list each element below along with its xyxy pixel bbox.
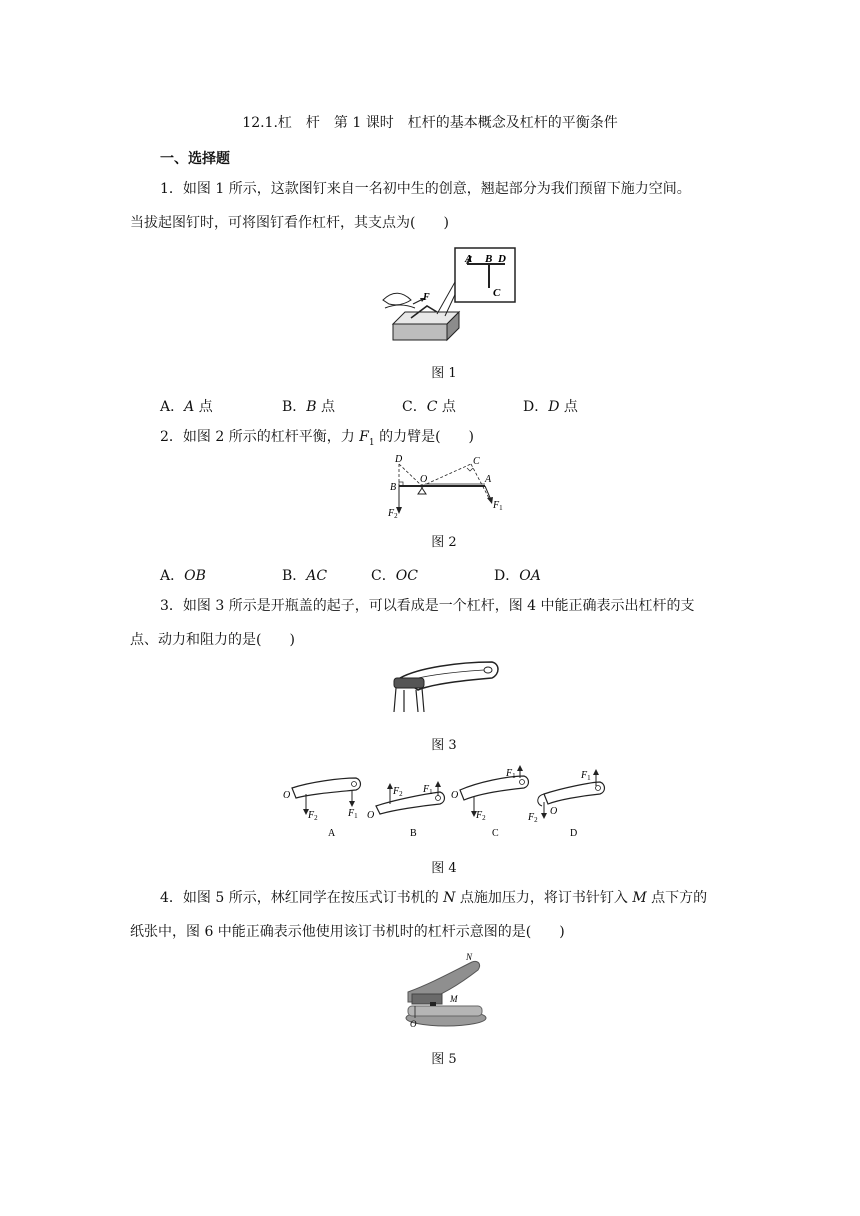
q2-text-post: 的力臂是( ) — [374, 429, 474, 445]
q4-point-n: N — [443, 890, 456, 906]
fig4-panel-d — [527, 770, 605, 839]
fig4a-label-F2: $F_2$ — [308, 810, 318, 822]
q1-option-d[interactable] — [523, 396, 578, 416]
q1-option-c[interactable] — [402, 396, 456, 416]
fig5-label-M: M — [450, 994, 458, 1004]
option-var: OA — [519, 568, 541, 584]
fig4d-label-F1: $F_1$ — [581, 770, 591, 782]
fig1-label-C: C — [493, 287, 501, 299]
fig4a-label-F1: $F_1$ — [348, 808, 358, 820]
fig4b-label-F2: $F_2$ — [393, 786, 403, 798]
q2-option-c[interactable] — [371, 565, 418, 585]
fig4-panel-a-label: A — [328, 828, 336, 839]
fig4b-label-F1: $F_1$ — [423, 784, 433, 796]
q3-text-line1: 3．如图 3 所示是开瓶盖的起子，可以看成是一个杠杆，图 4 中能正确表示出杠杆的支 — [160, 598, 695, 614]
fig4-panel-a — [283, 778, 361, 839]
q4-text-mid: 点施加压力，将订书针钉入 — [455, 890, 633, 906]
option-var: A — [184, 399, 195, 415]
fig4-panel-c-label: C — [492, 828, 499, 839]
option-suffix: 点 — [194, 399, 213, 415]
fig1-label-D: D — [498, 253, 506, 265]
option-var: OC — [395, 568, 418, 584]
fig2-label-C: C — [473, 456, 480, 467]
fig4c-label-F1: $F_1$ — [506, 768, 516, 780]
q4-text-line2: 纸张中，图 6 中能正确表示他使用该订书机时的杠杆示意图的是( ) — [130, 924, 565, 940]
figure-2-lever — [385, 452, 515, 522]
option-letter: D． — [494, 568, 520, 584]
q2-text — [160, 430, 474, 450]
fig1-label-A: A — [465, 253, 473, 265]
figure-5-stapler — [400, 954, 490, 1030]
fig1-label-F: F — [423, 292, 430, 303]
q4-text-pre: 4．如图 5 所示，林红同学在按压式订书机的 — [160, 890, 444, 906]
q1-option-a[interactable] — [160, 396, 213, 416]
q1-text-line2: 当拔起图钉时，可将图钉看作杠杆，其支点为( ) — [130, 215, 449, 231]
option-letter: A． — [160, 399, 185, 415]
q2-force: F — [359, 429, 369, 445]
option-letter: A． — [160, 568, 185, 584]
figure-1-pushpin — [375, 246, 525, 346]
option-letter: B． — [282, 399, 307, 415]
option-letter: C． — [402, 399, 427, 415]
figure-2-caption: 图 2 — [431, 535, 457, 550]
fig4a-label-O: O — [283, 790, 291, 801]
q2-option-b[interactable] — [282, 565, 327, 585]
fig4-panel-c — [451, 768, 529, 839]
fig4d-label-O: O — [550, 806, 558, 817]
q2-force-sub: 1 — [368, 437, 375, 448]
q4-text-line1 — [160, 891, 707, 905]
option-letter: B． — [282, 568, 307, 584]
option-suffix: 点 — [559, 399, 578, 415]
fig5-label-N: N — [466, 952, 473, 962]
figure-1-caption: 图 1 — [431, 366, 457, 381]
fig2-label-B: B — [390, 482, 397, 493]
fig5-label-O: O — [410, 1019, 417, 1029]
figure-4-caption: 图 4 — [431, 861, 457, 876]
fig1-label-B: B — [485, 253, 493, 265]
fig2-label-O: O — [420, 474, 428, 485]
q1-option-b[interactable] — [282, 396, 335, 416]
section-heading: 一、选择题 — [160, 151, 230, 167]
q4-point-m: M — [632, 890, 647, 906]
q3-text-line2: 点、动力和阻力的是( ) — [130, 632, 295, 648]
fig2-label-F1: $F_1$ — [493, 500, 503, 512]
fig4-panel-b — [367, 784, 445, 839]
q2-text-pre: 2．如图 2 所示的杠杆平衡，力 — [160, 429, 360, 445]
page-title: 12.1.杠 杆 第 1 课时 杠杆的基本概念及杠杆的平衡条件 — [242, 115, 618, 131]
fig4-panel-d-label: D — [570, 828, 578, 839]
fig2-label-F2: $F_2$ — [388, 508, 398, 520]
option-var: AC — [306, 568, 328, 584]
figure-3-caption: 图 3 — [431, 738, 457, 753]
fig2-label-A: A — [485, 474, 492, 485]
fig4-panel-b-label: B — [410, 828, 417, 839]
option-var: B — [306, 399, 317, 415]
fig2-label-D: D — [395, 454, 403, 465]
option-letter: C． — [371, 568, 396, 584]
q4-text-post: 点下方的 — [646, 890, 708, 906]
fig4c-label-O: O — [451, 790, 459, 801]
figure-4-lever-options — [280, 764, 610, 840]
fig4b-label-O: O — [367, 810, 375, 821]
figure-3-bottle-opener — [388, 658, 503, 716]
q1-text-line1: 1．如图 1 所示，这款图钉来自一名初中生的创意，翘起部分为我们预留下施力空间。 — [160, 181, 691, 197]
option-var: D — [548, 399, 560, 415]
option-letter: D． — [523, 399, 549, 415]
q2-option-d[interactable] — [494, 565, 541, 585]
figure-5-caption: 图 5 — [431, 1052, 457, 1067]
option-suffix: 点 — [316, 399, 336, 415]
option-var: C — [426, 399, 438, 415]
q2-option-a[interactable] — [160, 565, 206, 585]
fig4d-label-F2: $F_2$ — [528, 812, 538, 824]
fig4c-label-F2: $F_2$ — [476, 810, 486, 822]
option-var: OB — [184, 568, 206, 584]
option-suffix: 点 — [437, 399, 456, 415]
